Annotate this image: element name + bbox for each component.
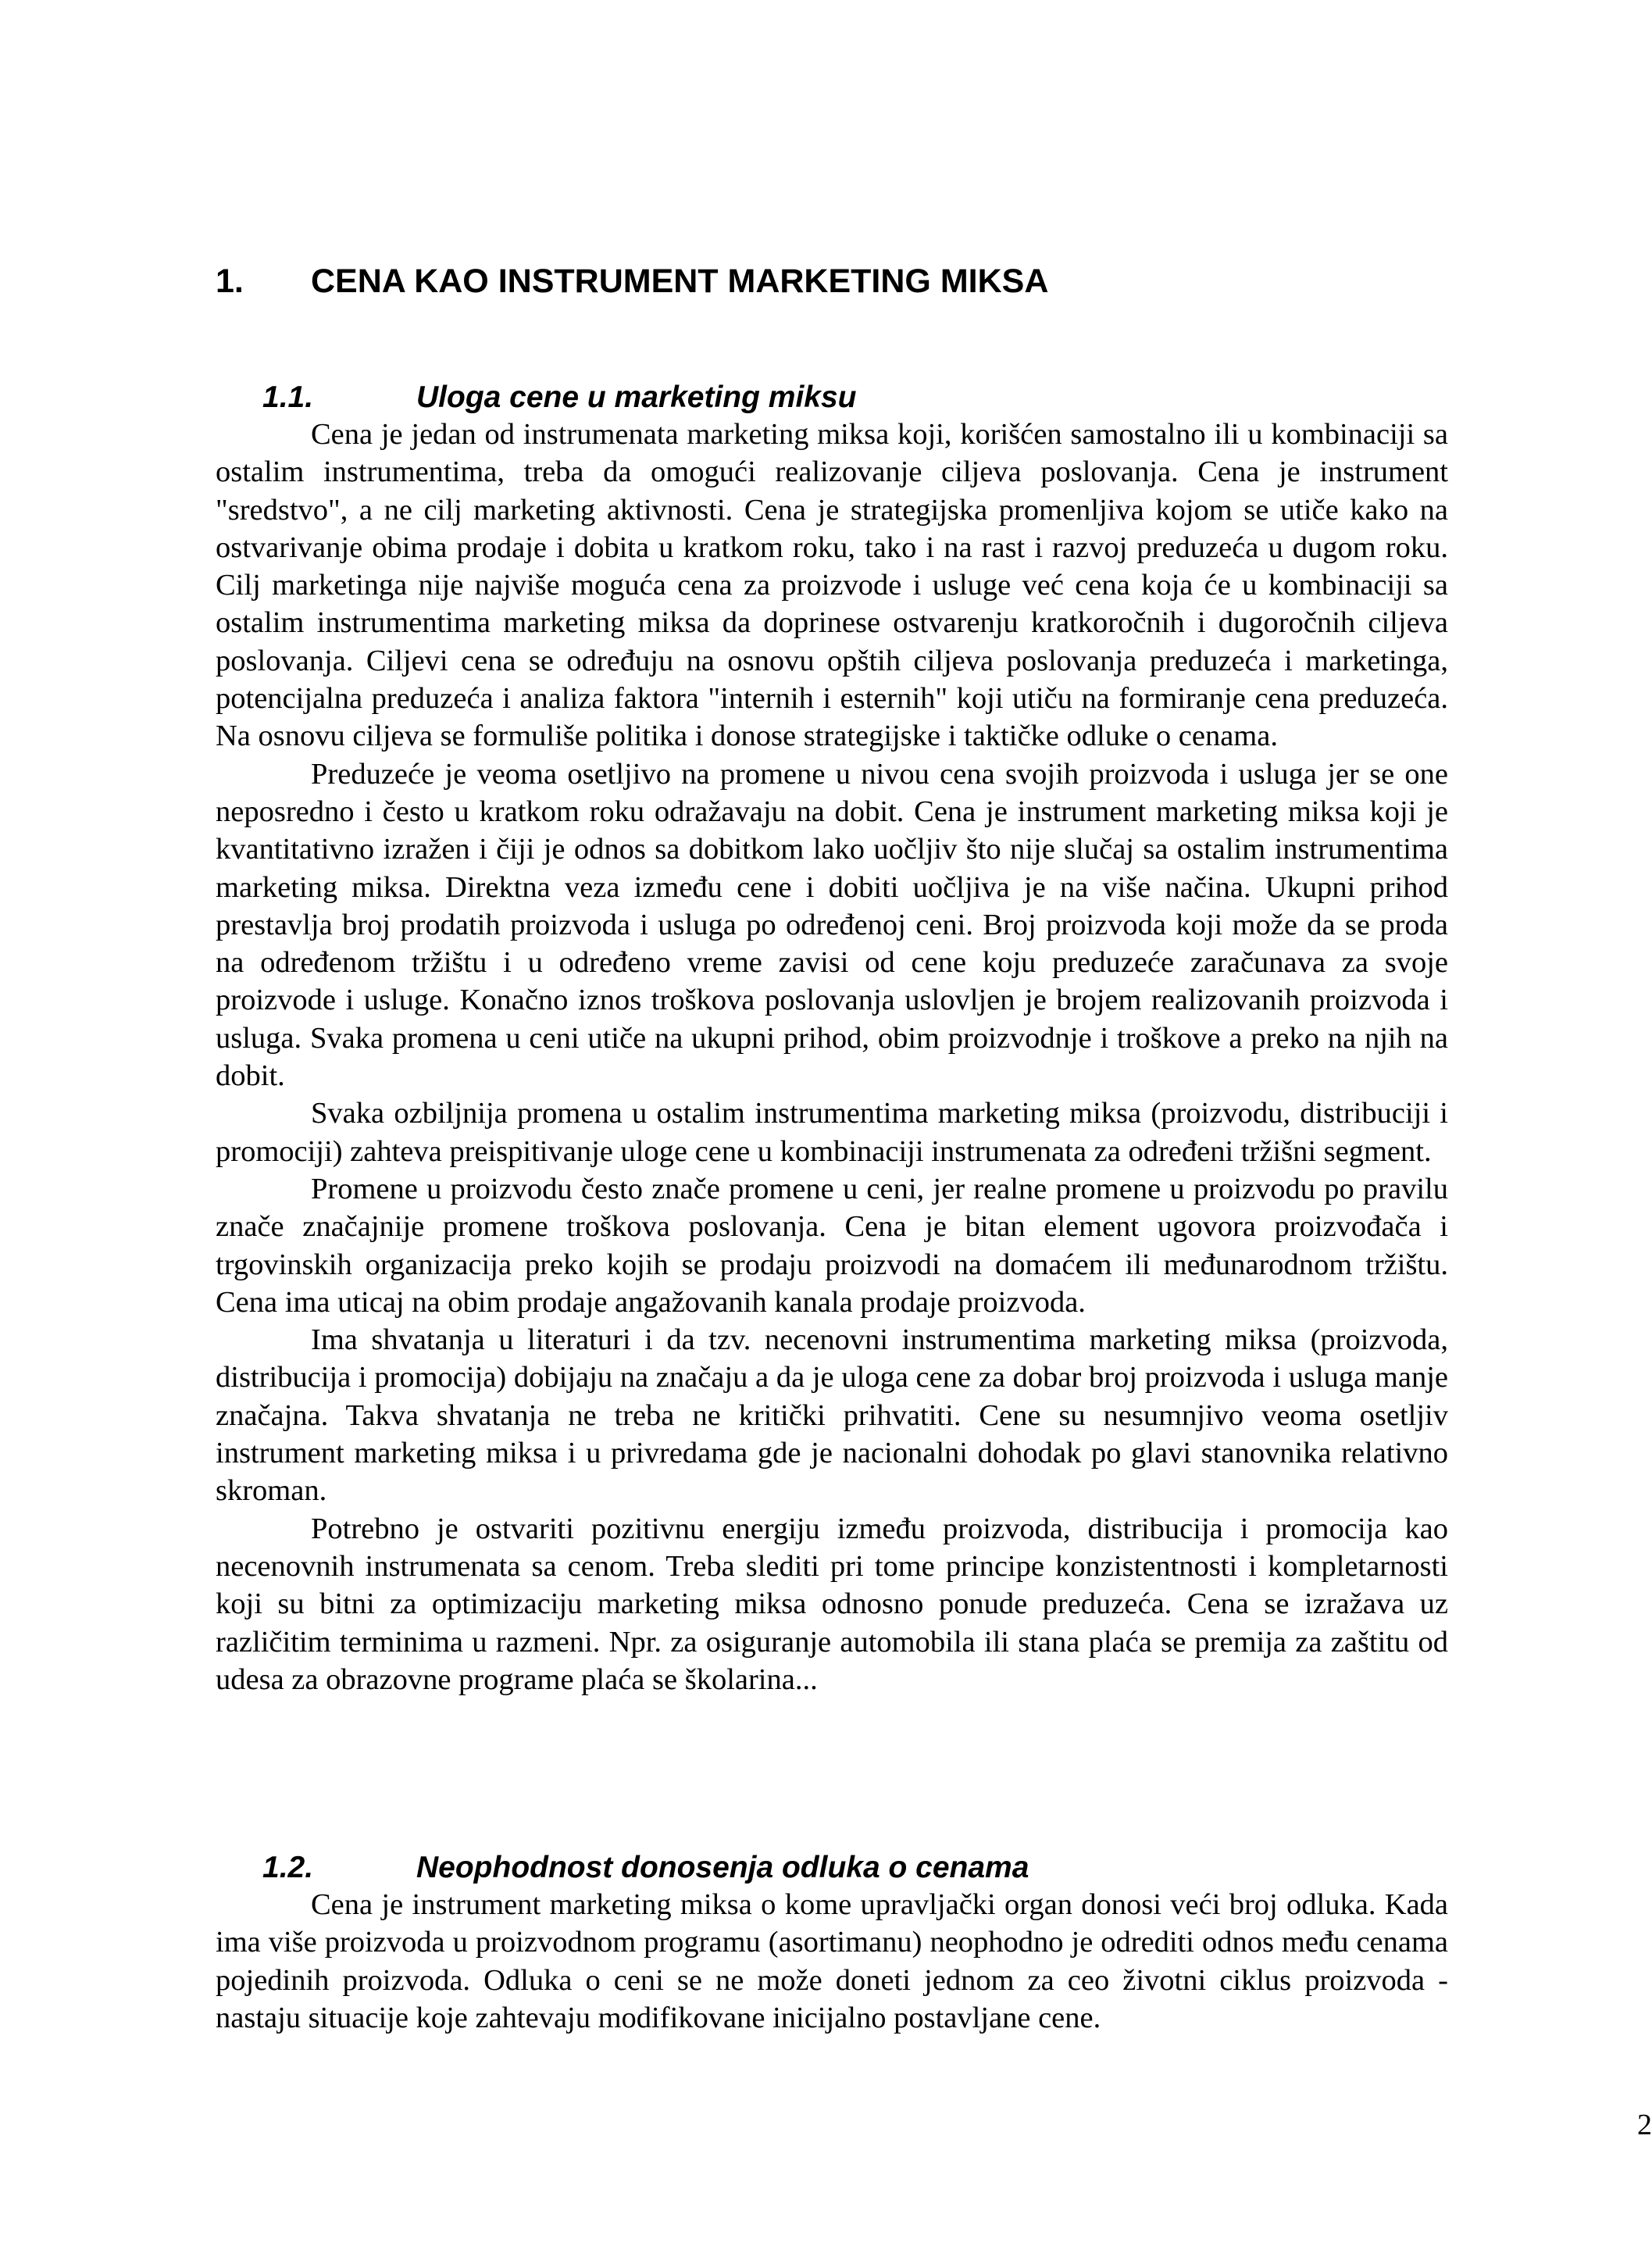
section-heading-1-2 [262, 1848, 1029, 1887]
page-number: 2 [1637, 2109, 1652, 2141]
section-number: 1.1. [262, 380, 314, 414]
chapter-title: CENA KAO INSTRUMENT MARKETING MIKSA [311, 262, 1049, 300]
section-1-1-body [216, 416, 1448, 1698]
chapter-number: 1. [216, 262, 244, 300]
paragraph: Svaka ozbiljnija promena u ostalim instrumentima marketing miksa (proizvodu, distribuciji i promociji) zahteva preispitivanje uloge cene u kombinaciji instrumenata za određeni tržišni segment. [216, 1097, 1448, 1168]
document-page [216, 0, 1652, 2264]
paragraph: Promene u proizvodu često znače promene u ceni, jer realne promene u proizvodu po pravilu znače značajnije promene troškova poslovanja. Cena je bitan element ugovora proizvođača i trgovinskih organizacija preko kojih se prodaju proizvodi na domaćem ili međunarodnom tržištu. Cena ima uticaj na obim prodaje angažovanih kanala prodaje proizvoda. [216, 1172, 1448, 1319]
section-title: Neophodnost donosenja odluka o cenama [416, 1851, 1029, 1884]
section-title: Uloga cene u marketing miksu [416, 380, 857, 414]
chapter-heading [216, 259, 1048, 303]
section-1-2-body [216, 1886, 1448, 2037]
section-number: 1.2. [262, 1851, 314, 1884]
paragraph: Potrebno je ostvariti pozitivnu energiju između proizvoda, distribucija i promocija kao necenovnih instrumenata sa cenom. Treba slediti pri tome principe konzistentnosti i kompletarnosti koji su bitni za optimizaciju marketing miksa odnosno ponude preduzeća. Cena se izražava uz različitim terminima u razmeni. Npr. za osiguranje automobila ili stana plaća se premija za zaštitu od udesa za obrazovne programe plaća se školarina... [216, 1512, 1448, 1696]
section-heading-1-1 [262, 378, 857, 417]
paragraph: Cena je instrument marketing miksa o kome upravljački organ donosi veći broj odluka. Kada ima više proizvoda u proizvodnom programu (asortimanu) neophodno je odrediti odnos među cenama pojedinih proizvoda. Odluka o ceni se ne može doneti jednom za ceo životni ciklus proizvoda - nastaju situacije koje zahtevaju modifikovane inicijalno postavljane cene. [216, 1888, 1448, 2034]
paragraph: Preduzeće je veoma osetljivo na promene u nivou cena svojih proizvoda i usluga jer se one neposredno i često u kratkom roku odražavaju na dobit. Cena je instrument marketing miksa koji je kvantitativno izražen i čiji je odnos sa dobitkom lako uočljiv što nije slučaj sa ostalim instrumentima marketing miksa. Direktna veza između cene i dobiti uočljiva je na više načina. Ukupni prihod prestavlja broj prodatih proizvoda i usluga po određenoj ceni. Broj proizvoda koji može da se proda na određenom tržištu i u određeno vreme zavisi od cene koju preduzeće zaračunava za svoje proizvode i usluge. Konačno iznos troškova poslovanja uslovljen je brojem realizovanih proizvoda i usluga. Svaka promena u ceni utiče na ukupni prihod, obim proizvodnje i troškove a preko na njih na dobit. [216, 757, 1448, 1093]
paragraph: Cena je jedan od instrumenata marketing miksa koji, korišćen samostalno ili u kombinaciji sa ostalim instrumentima, treba da omogući realizovanje ciljeva poslovanja. Cena je instrument "sredstvo", a ne cilj marketing aktivnosti. Cena je strategijska promenljiva kojom se utiče kako na ostvarivanje obima prodaje i dobita u kratkom roku, tako i na rast i razvoj preduzeća u dugom roku. Cilj marketinga nije najviše moguća cena za proizvode i usluge već cena koja će u kombinaciji sa ostalim instrumentima marketing miksa da doprinese ostvarenju kratkoročnih i dugoročnih ciljeva poslovanja. Ciljevi cena se određuju na osnovu opštih ciljeva poslovanja preduzeća i marketinga, potencijalna preduzeća i analiza faktora "internih i esternih" koji utiču na formiranje cena preduzeća. Na osnovu ciljeva se formuliše politika i donose strategijske i taktičke odluke o cenama. [216, 418, 1448, 753]
paragraph: Ima shvatanja u literaturi i da tzv. necenovni instrumentima marketing miksa (proizvoda, distribucija i promocija) dobijaju na značaju a da je uloga cene za dobar broj proizvoda i usluga manje značajna. Takva shvatanja ne treba ne kritički prihvatiti. Cene su nesumnjivo veoma osetljiv instrument marketing miksa i u privredama gde je nacionalni dohodak po glavi stanovnika relativno skroman. [216, 1323, 1448, 1508]
